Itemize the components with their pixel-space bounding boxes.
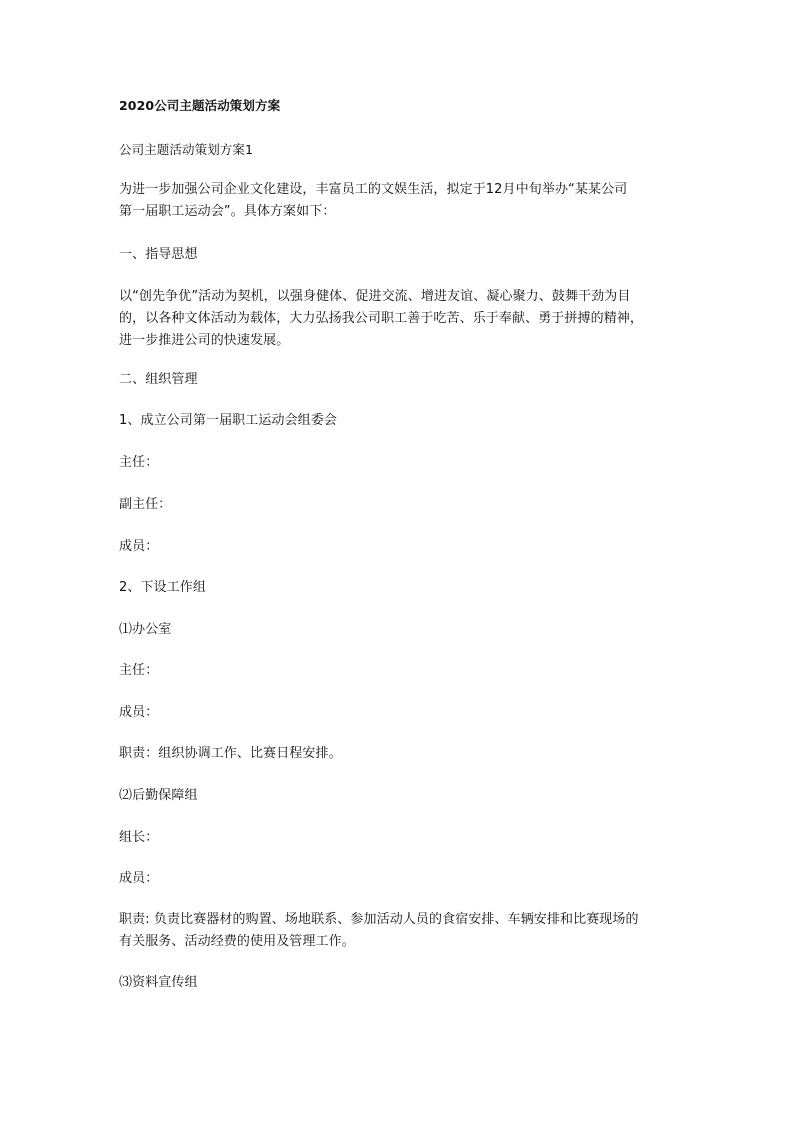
- org-1-deputy: 副主任：: [119, 497, 172, 512]
- section-2-heading: 二、组织管理: [119, 372, 198, 387]
- section-1-heading: 一、指导思想: [119, 247, 198, 262]
- group-1-title: ⑴办公室: [119, 622, 172, 637]
- group-2-duty-line-2: 有关服务、活动经费的使用及管理工作。: [119, 934, 355, 949]
- intro-line-2: 第一届职工运动会”。具体方案如下：: [119, 204, 336, 219]
- section-1-line-3: 进一步推进公司的快速发展。: [119, 333, 290, 348]
- group-2-members: 成员：: [119, 871, 159, 886]
- group-2-title: ⑵后勤保障组: [119, 788, 198, 803]
- intro-line-1: 为进一步加强公司企业文化建设，丰富员工的文娱生活，拟定于12月中旬举办“某某公司: [119, 182, 628, 197]
- group-1-director: 主任：: [119, 663, 159, 678]
- document-title: 2020公司主题活动策划方案: [119, 98, 281, 113]
- group-3-title: ⑶资料宣传组: [119, 975, 198, 990]
- group-1-duty: 职责：组织协调工作、比赛日程安排。: [119, 746, 342, 761]
- section-1-line-2: 的，以各种文体活动为载体，大力弘扬我公司职工善于吃苦、乐于奉献、勇于拼搏的精神，: [119, 311, 644, 326]
- section-1-line-1: 以“创先争优”活动为契机，以强身健体、促进交流、增进友谊、凝心聚力、鼓舞干劲为目: [119, 289, 631, 304]
- org-1-heading: 1、成立公司第一届职工运动会组委会: [119, 413, 337, 428]
- org-1-director: 主任：: [119, 455, 159, 470]
- org-2-heading: 2、下设工作组: [119, 580, 206, 595]
- group-2-duty-line-1: 职责: 负责比赛器材的购置、场地联系、参加活动人员的食宿安排、车辆安排和比赛现场的: [119, 912, 639, 927]
- group-2-leader: 组长：: [119, 830, 159, 845]
- group-1-members: 成员：: [119, 705, 159, 720]
- plan-subtitle: 公司主题活动策划方案1: [119, 142, 254, 157]
- org-1-members: 成员：: [119, 539, 159, 554]
